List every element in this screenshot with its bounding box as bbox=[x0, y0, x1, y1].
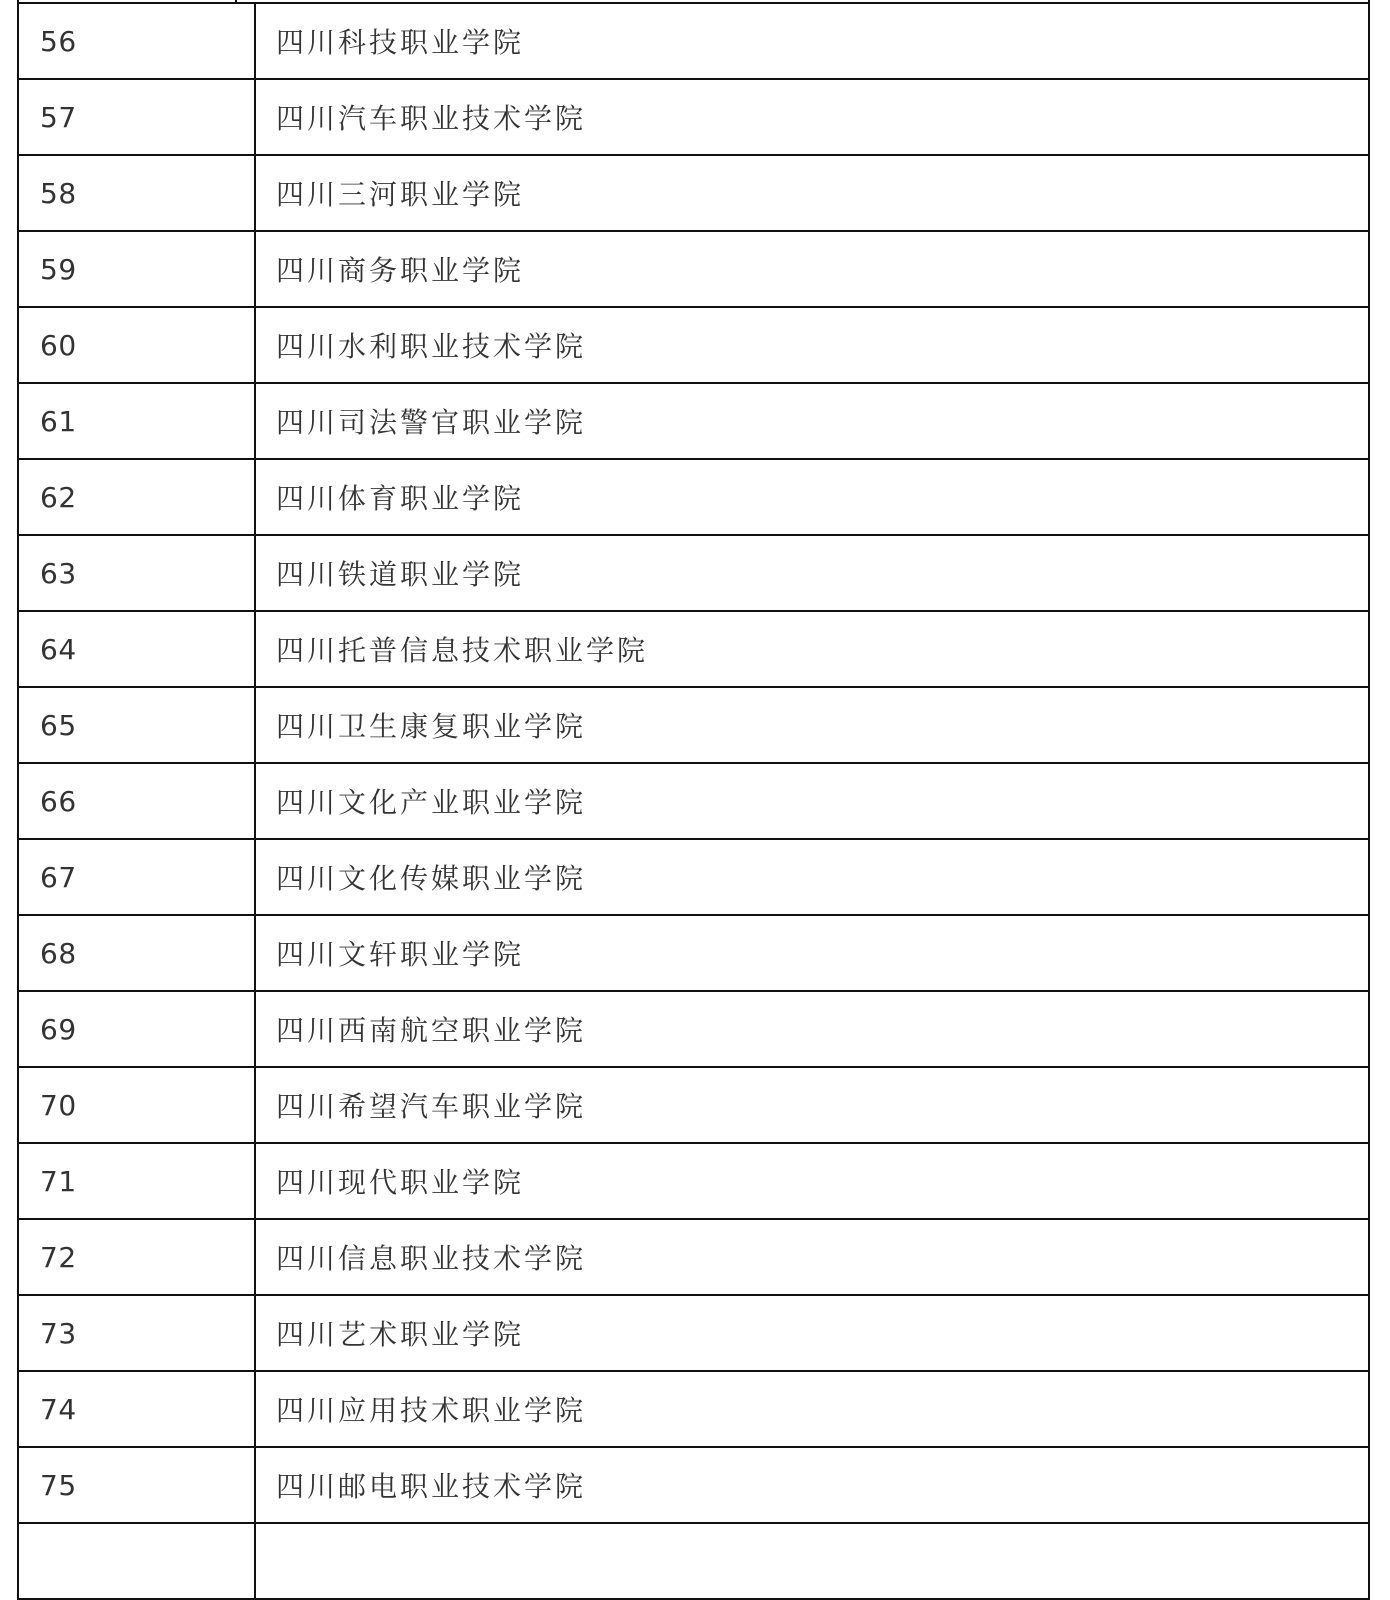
row-index: 74 bbox=[18, 1371, 255, 1447]
college-name: 四川汽车职业技术学院 bbox=[255, 79, 1369, 155]
table-row bbox=[18, 915, 1369, 991]
college-name: 四川体育职业学院 bbox=[255, 459, 1369, 535]
row-index: 65 bbox=[18, 687, 255, 763]
row-index: 70 bbox=[18, 1067, 255, 1143]
table-row bbox=[18, 231, 1369, 307]
table-row-partial bbox=[18, 1523, 1369, 1599]
row-index: 68 bbox=[18, 915, 255, 991]
college-name: 四川铁道职业学院 bbox=[255, 535, 1369, 611]
table-row bbox=[18, 1067, 1369, 1143]
row-index: 63 bbox=[18, 535, 255, 611]
college-list-table-container bbox=[17, 2, 1370, 1600]
table-row bbox=[18, 991, 1369, 1067]
table-row bbox=[18, 687, 1369, 763]
table-row bbox=[18, 1447, 1369, 1523]
college-name: 四川邮电职业技术学院 bbox=[255, 1447, 1369, 1523]
table-row bbox=[18, 307, 1369, 383]
row-index: 66 bbox=[18, 763, 255, 839]
college-name: 四川文化产业职业学院 bbox=[255, 763, 1369, 839]
row-index bbox=[18, 1523, 255, 1599]
row-index: 60 bbox=[18, 307, 255, 383]
table-row bbox=[18, 763, 1369, 839]
college-name: 四川信息职业技术学院 bbox=[255, 1219, 1369, 1295]
college-name: 四川三河职业学院 bbox=[255, 155, 1369, 231]
table-row bbox=[18, 1219, 1369, 1295]
college-name: 四川希望汽车职业学院 bbox=[255, 1067, 1369, 1143]
table-row bbox=[18, 383, 1369, 459]
row-index: 61 bbox=[18, 383, 255, 459]
college-name: 四川科技职业学院 bbox=[255, 3, 1369, 79]
college-name: 四川司法警官职业学院 bbox=[255, 383, 1369, 459]
row-index: 64 bbox=[18, 611, 255, 687]
table-row bbox=[18, 535, 1369, 611]
college-name: 四川托普信息技术职业学院 bbox=[255, 611, 1369, 687]
college-name: 四川西南航空职业学院 bbox=[255, 991, 1369, 1067]
table-row bbox=[18, 1295, 1369, 1371]
college-name: 四川商务职业学院 bbox=[255, 231, 1369, 307]
row-index: 56 bbox=[18, 3, 255, 79]
table-row bbox=[18, 459, 1369, 535]
college-name: 四川应用技术职业学院 bbox=[255, 1371, 1369, 1447]
row-index: 73 bbox=[18, 1295, 255, 1371]
table-row bbox=[18, 1143, 1369, 1219]
row-index: 75 bbox=[18, 1447, 255, 1523]
college-name: 四川卫生康复职业学院 bbox=[255, 687, 1369, 763]
table-row bbox=[18, 1371, 1369, 1447]
college-name: 四川水利职业技术学院 bbox=[255, 307, 1369, 383]
table-row bbox=[18, 3, 1369, 79]
row-index: 58 bbox=[18, 155, 255, 231]
row-index: 62 bbox=[18, 459, 255, 535]
row-index: 71 bbox=[18, 1143, 255, 1219]
college-name: 四川文轩职业学院 bbox=[255, 915, 1369, 991]
table-row bbox=[18, 839, 1369, 915]
table-row bbox=[18, 611, 1369, 687]
row-index: 69 bbox=[18, 991, 255, 1067]
college-name: 四川艺术职业学院 bbox=[255, 1295, 1369, 1371]
row-index: 67 bbox=[18, 839, 255, 915]
table-row bbox=[18, 155, 1369, 231]
college-name: 四川文化传媒职业学院 bbox=[255, 839, 1369, 915]
table-row bbox=[18, 79, 1369, 155]
college-name bbox=[255, 1523, 1369, 1599]
row-index: 72 bbox=[18, 1219, 255, 1295]
college-name: 四川现代职业学院 bbox=[255, 1143, 1369, 1219]
row-index: 59 bbox=[18, 231, 255, 307]
row-index: 57 bbox=[18, 79, 255, 155]
college-list-table bbox=[17, 2, 1370, 1600]
